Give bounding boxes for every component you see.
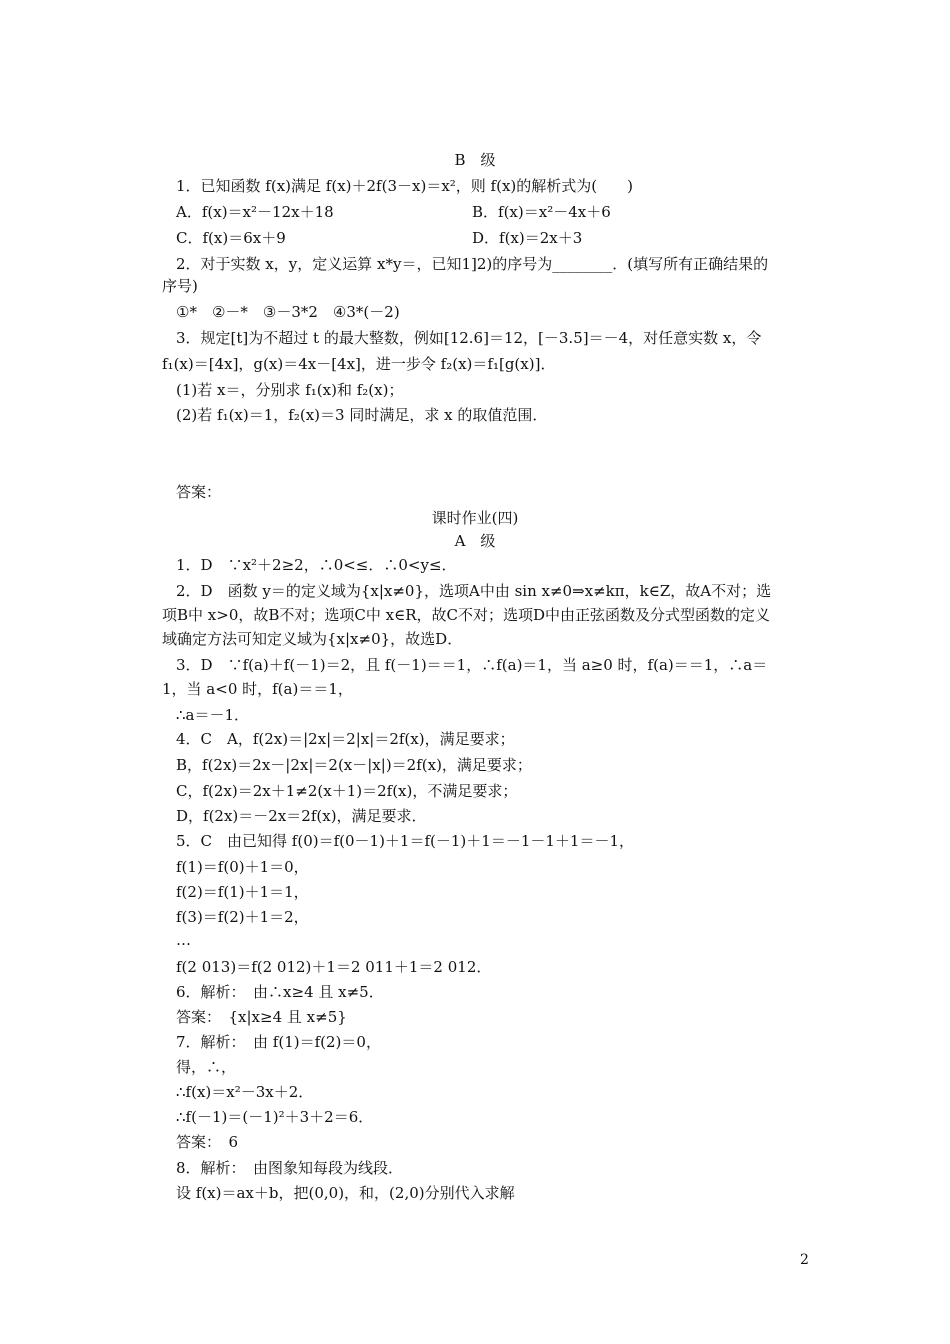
answer-4-line-3: C，f(2x)＝2x＋1≠2(x＋1)＝2f(x)，不满足要求； — [176, 782, 518, 800]
answer-7-line-4: ∴f(－1)＝(－1)²＋3＋2＝6． — [176, 1108, 374, 1126]
answer-1: 1．D ∵x²＋2≥2，∴0<≤．∴0<y≤． — [176, 556, 457, 574]
question-3-part-1: (1)若 x＝，分别求 f₁(x)和 f₂(x)； — [176, 381, 404, 399]
answer-8-line-1: 8．解析： 由图象知每段为线段． — [176, 1159, 404, 1177]
answer-7-line-3: ∴f(x)＝x²－3x＋2． — [176, 1083, 314, 1101]
section-b-title: B 级 — [454, 151, 496, 169]
page-number: 2 — [800, 1252, 809, 1268]
q1-option-b: B．f(x)＝x²－4x＋6 — [472, 203, 611, 221]
answer-4-line-2: B，f(2x)＝2x－|2x|＝2(x－|x|)＝2f(x)，满足要求； — [176, 756, 532, 774]
q1-option-d: D．f(x)＝2x＋3 — [472, 229, 583, 247]
answer-8-line-2: 设 f(x)＝ax＋b，把(0,0)，和，(2,0)分别代入求解 — [176, 1184, 515, 1202]
answer-7-line-2: 得，∴， — [176, 1058, 237, 1076]
answers-title: 课时作业(四) — [431, 509, 519, 527]
answer-5-line-5: … — [176, 931, 191, 949]
answer-4-line-4: D，f(2x)＝－2x＝2f(x)，满足要求． — [176, 807, 427, 825]
question-3-line-2: f₁(x)＝[4x]，g(x)＝4x－[4x]，进一步令 f₂(x)＝f₁[g(x)]． — [162, 355, 556, 373]
question-3-line-1: 3．规定[t]为不超过 t 的最大整数，例如[12.6]＝12，[－3.5]＝－4，对任意实数 x，令 — [176, 329, 762, 347]
answer-5-line-4: f(3)＝f(2)＋1＝2， — [176, 908, 309, 926]
answer-4-line-1: 4．C A，f(2x)＝|2x|＝2|x|＝2f(x)，满足要求； — [176, 730, 515, 748]
q1-option-c: C．f(x)＝6x＋9 — [176, 229, 286, 247]
answer-5-line-3: f(2)＝f(1)＋1＝1， — [176, 883, 309, 901]
answer-5-line-2: f(1)＝f(0)＋1＝0， — [176, 858, 309, 876]
q1-option-a: A．f(x)＝x²－12x＋18 — [176, 203, 334, 221]
answer-6-line-1: 6．解析： 由∴x≥4 且 x≠5． — [176, 983, 384, 1001]
answer-7-line-5: 答案： 6 — [176, 1133, 239, 1151]
question-2-line-1: 2．对于实数 x，y，定义运算 x*y＝，已知1]2)的序号为________．(填写所有正确结果的 — [176, 255, 769, 273]
level-a-title: A 级 — [454, 532, 496, 550]
answer-5-line-1: 5．C 由已知得 f(0)＝f(0－1)＋1＝f(－1)＋1＝－1－1＋1＝－1， — [176, 832, 634, 850]
question-2-line-2: 序号) — [162, 277, 198, 295]
answer-3-line-3: ∴a＝－1． — [176, 706, 250, 724]
answers-label: 答案： — [176, 483, 222, 501]
answer-2-line-3: 域确定方法可知定义域为{x|x≠0}，故选D． — [162, 630, 463, 648]
question-3-part-2: (2)若 f₁(x)＝1，f₂(x)＝3 同时满足，求 x 的取值范围． — [176, 406, 548, 424]
answer-3-line-2: 1，当 a<0 时，f(a)＝＝1， — [162, 680, 353, 698]
question-2-options: ①* ②－* ③－3*2 ④3*(－2) — [176, 303, 400, 321]
answer-5-line-6: f(2 013)＝f(2 012)＋1＝2 011＋1＝2 012． — [176, 958, 492, 976]
question-1: 1．已知函数 f(x)满足 f(x)＋2f(3－x)＝x²，则 f(x)的解析式为( ) — [176, 177, 633, 195]
answer-2-line-1: 2．D 函数 y＝的定义域为{x|x≠0}，选项A中由 sin x≠0⇒x≠kπ，k∈Z，故A不对；选 — [176, 582, 772, 600]
answer-6-line-2: 答案： {x|x≥4 且 x≠5} — [176, 1008, 347, 1026]
answer-7-line-1: 7．解析： 由 f(1)＝f(2)＝0， — [176, 1033, 381, 1051]
answer-3-line-1: 3．D ∵f(a)＋f(－1)＝2，且 f(－1)＝＝1，∴f(a)＝1，当 a≥0 时，f(a)＝＝1，∴a＝ — [176, 656, 768, 674]
answer-2-line-2: 项B中 x>0，故B不对；选项C中 x∈R，故C不对；选项D中由正弦函数及分式型函数的定义 — [162, 606, 770, 624]
